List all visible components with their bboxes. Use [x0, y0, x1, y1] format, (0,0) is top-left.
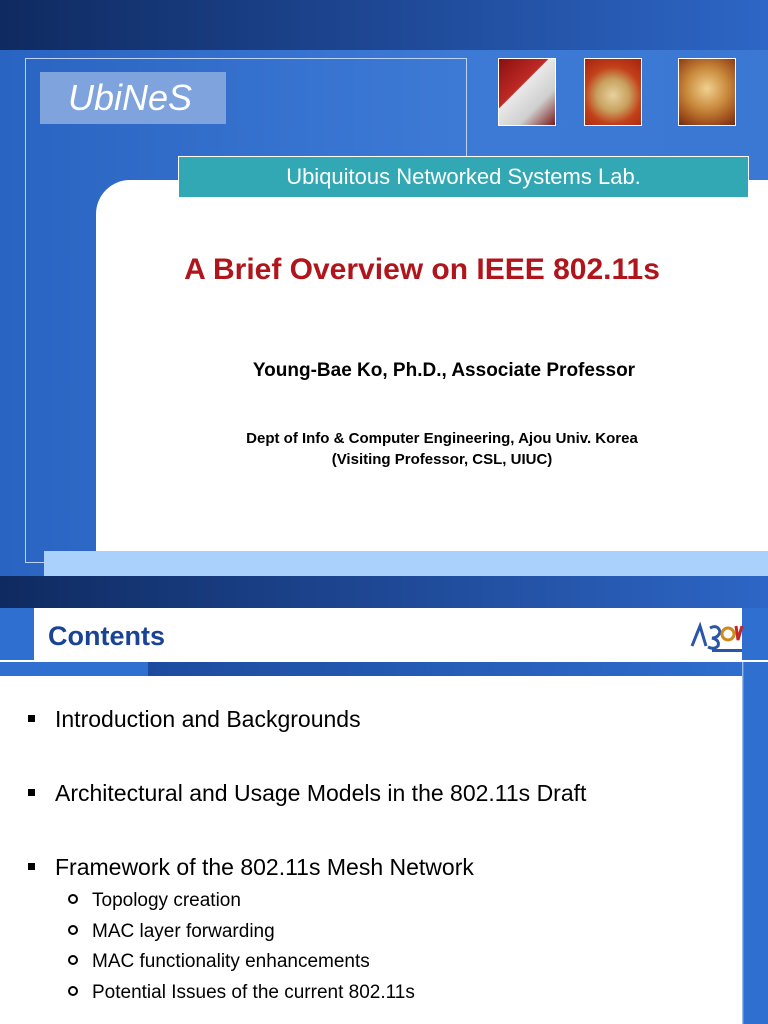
sub-list-item: Potential Issues of the current 802.11s: [68, 980, 415, 1006]
sub-list-item: MAC functionality enhancements: [68, 949, 370, 975]
circle-bullet-icon: [68, 986, 78, 996]
header-underline: [148, 662, 768, 676]
list-item: Introduction and Backgrounds: [28, 704, 361, 734]
mouse-image: [584, 58, 642, 126]
circle-bullet-icon: [68, 955, 78, 965]
contents-slide: [0, 576, 768, 1024]
top-bar: [0, 576, 768, 608]
top-bar: [0, 0, 768, 50]
circle-bullet-icon: [68, 925, 78, 935]
sub-list-item: MAC layer forwarding: [68, 919, 275, 945]
author-line: Young-Bae Ko, Ph.D., Associate Professor: [252, 360, 636, 381]
lab-banner: Ubiquitous Networked Systems Lab.: [178, 156, 749, 198]
contents-heading: Contents: [48, 621, 165, 651]
square-bullet-icon: [28, 863, 35, 870]
bottom-bar: [44, 551, 768, 576]
list-item: Framework of the 802.11s Mesh Network: [28, 852, 474, 882]
slide-title: A Brief Overview on IEEE 802.11s: [184, 253, 660, 286]
sub-list-item: Topology creation: [68, 888, 241, 914]
list-item: Architectural and Usage Models in the 802.11s Draft: [28, 778, 586, 808]
dept-line: Dept of Info & Computer Engineering, Ajou Univ. Korea: [246, 430, 638, 447]
square-bullet-icon: [28, 715, 35, 722]
ubines-logo: UbiNeS: [40, 72, 226, 124]
accent-bar: [0, 662, 148, 676]
affiliation: [96, 428, 768, 470]
circle-bullet-icon: [68, 894, 78, 904]
visiting-line: (Visiting Professor, CSL, UIUC): [331, 451, 553, 468]
square-bullet-icon: [28, 789, 35, 796]
globe-image: [678, 58, 736, 126]
right-edge-bar: [742, 662, 768, 1024]
pen-image: [498, 58, 556, 126]
ajou-logo: [688, 620, 744, 654]
